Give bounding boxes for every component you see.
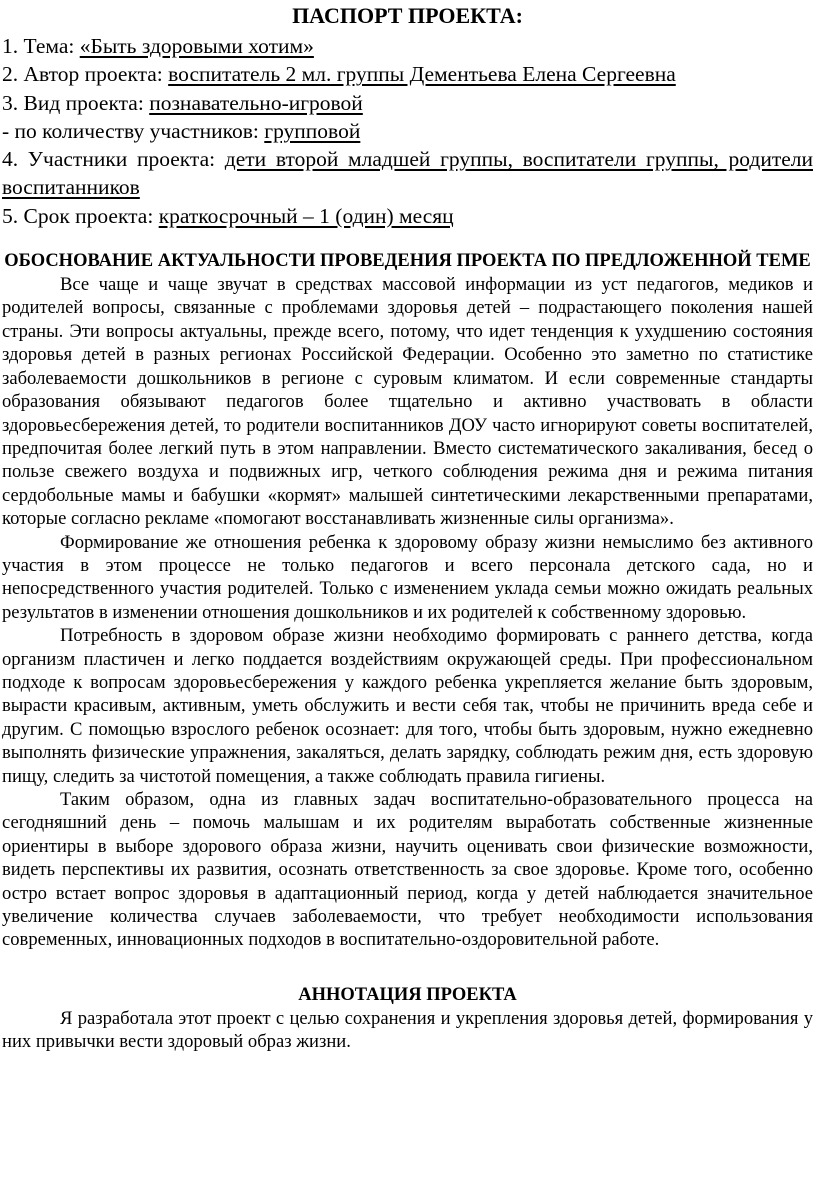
relevance-paragraph-1: Все чаще и чаще звучат в средствах массовой информации из уст педагогов, медиков и родителей вопросы, связанные с проблемами здоровья детей – подрастающего поколения нашей страны. Эти вопросы актуальны, прежде всего, потому, что идет тенденция к ухудшению состояния здоровья детей в разных регионах Российской Федерации. Особенно это заметно по статистике заболеваемости дошкольников в регионе с суровым климатом. И если современные стандарты образования обязывают педагогов более тщательно и активно участвовать в области здоровьесбережения детей, то родители воспитанников ДОУ часто игнорируют советы воспитателей, предпочитая более легкий путь в этом направлении. Вместо систематического закаливания, бесед о пользе свежего воздуха и подвижных игр, четкого соблюдения режима дня и режима питания сердобольные мамы и бабушки «кормят» малышей синтетическими лекарственными препаратами, которые согласно рекламе «помогают восстанавливать жизненные силы организма». [2, 274, 813, 530]
passport-type [2, 89, 813, 117]
annotation-paragraph: Я разработала этот проект с целью сохранения и укрепления здоровья детей, формирования у них привычки вести здоровый образ жизни. [2, 1007, 813, 1053]
passport-theme-label: 1. Тема: [2, 34, 80, 58]
relevance-paragraph-3: Потребность в здоровом образе жизни необходимо формировать с раннего детства, когда организм пластичен и легко поддается воздействиям окружающей среды. При профессиональном подходе к вопросам здоровьесбережения у каждого ребенка укрепляется желание быть здоровым, вырасти красивым, активным, уметь обслужить и вести себя так, чтобы не причинить вреда себе и другим. С помощью взрослого ребенок осознает: для того, чтобы быть здоровым, нужно ежедневно выполнять физические упражнения, закаляться, делать зарядку, соблюдать режим дня, есть здоровую пищу, следить за чистотой помещения, а также соблюдать правила гигиены. [2, 625, 813, 787]
passport-term-label: 5. Срок проекта: [2, 203, 159, 228]
passport-participants-label: 4. Участники проекта: [2, 147, 225, 172]
passport-participants-count [2, 117, 813, 145]
document-title: ПАСПОРТ ПРОЕКТА: [292, 3, 523, 28]
relevance-paragraph-2: Формирование же отношения ребенка к здоровому образу жизни немыслимо без активного участия в этом процессе не только педагогов и всего персонала детского сада, но и непосредственного участия родителей. Только с изменением уклада семьи можно ожидать реальных результатов в изменении отношения дошкольников и их родителей к собственному здоровью. [2, 531, 813, 623]
passport-author-label: 2. Автор проекта: [2, 62, 169, 87]
passport-participants-count-value: групповой [264, 118, 361, 143]
passport-theme [2, 32, 813, 60]
project-passport [2, 32, 813, 230]
passport-author [2, 60, 813, 88]
relevance-heading: ОБОСНОВАНИЕ АКТУАЛЬНОСТИ ПРОВЕДЕНИЯ ПРОЕКТА ПО ПРЕДЛОЖЕННОЙ ТЕМЕ [4, 251, 811, 272]
annotation-heading: АННОТАЦИЯ ПРОЕКТА [298, 984, 517, 1005]
passport-participants [2, 145, 813, 202]
passport-type-value: познавательно-игровой [149, 90, 363, 115]
passport-type-label: 3. Вид проекта: [2, 90, 150, 115]
passport-author-value: воспитатель 2 мл. группы Дементьева Елена Сергеевна [168, 62, 676, 87]
passport-participants-count-label: - по количеству участников: [2, 118, 265, 143]
passport-term-value: краткосрочный – 1 (один) месяц [158, 203, 454, 228]
passport-term [2, 202, 813, 230]
relevance-paragraph-4: Таким образом, одна из главных задач воспитательно-образовательного процесса на сегодняшний день – помочь малышам и их родителям выработать собственные жизненные ориентиры в выборе здорового образа жизни, научить оценивать свои физические возможности, видеть перспективы их развития, осознать ответственность за свое здоровье. Кроме того, особенно остро встает вопрос здоровья в адаптационный период, когда у детей наблюдается значительное увеличение количества случаев заболеваемости, что требует необходимости использования современных, инновационных подходов в воспитательно-оздоровительной работе. [2, 789, 813, 951]
passport-participants-value: дети второй младшей группы, воспитатели группы, родители воспитанников [2, 147, 813, 200]
passport-theme-value: «Быть здоровыми хотим» [79, 34, 314, 58]
